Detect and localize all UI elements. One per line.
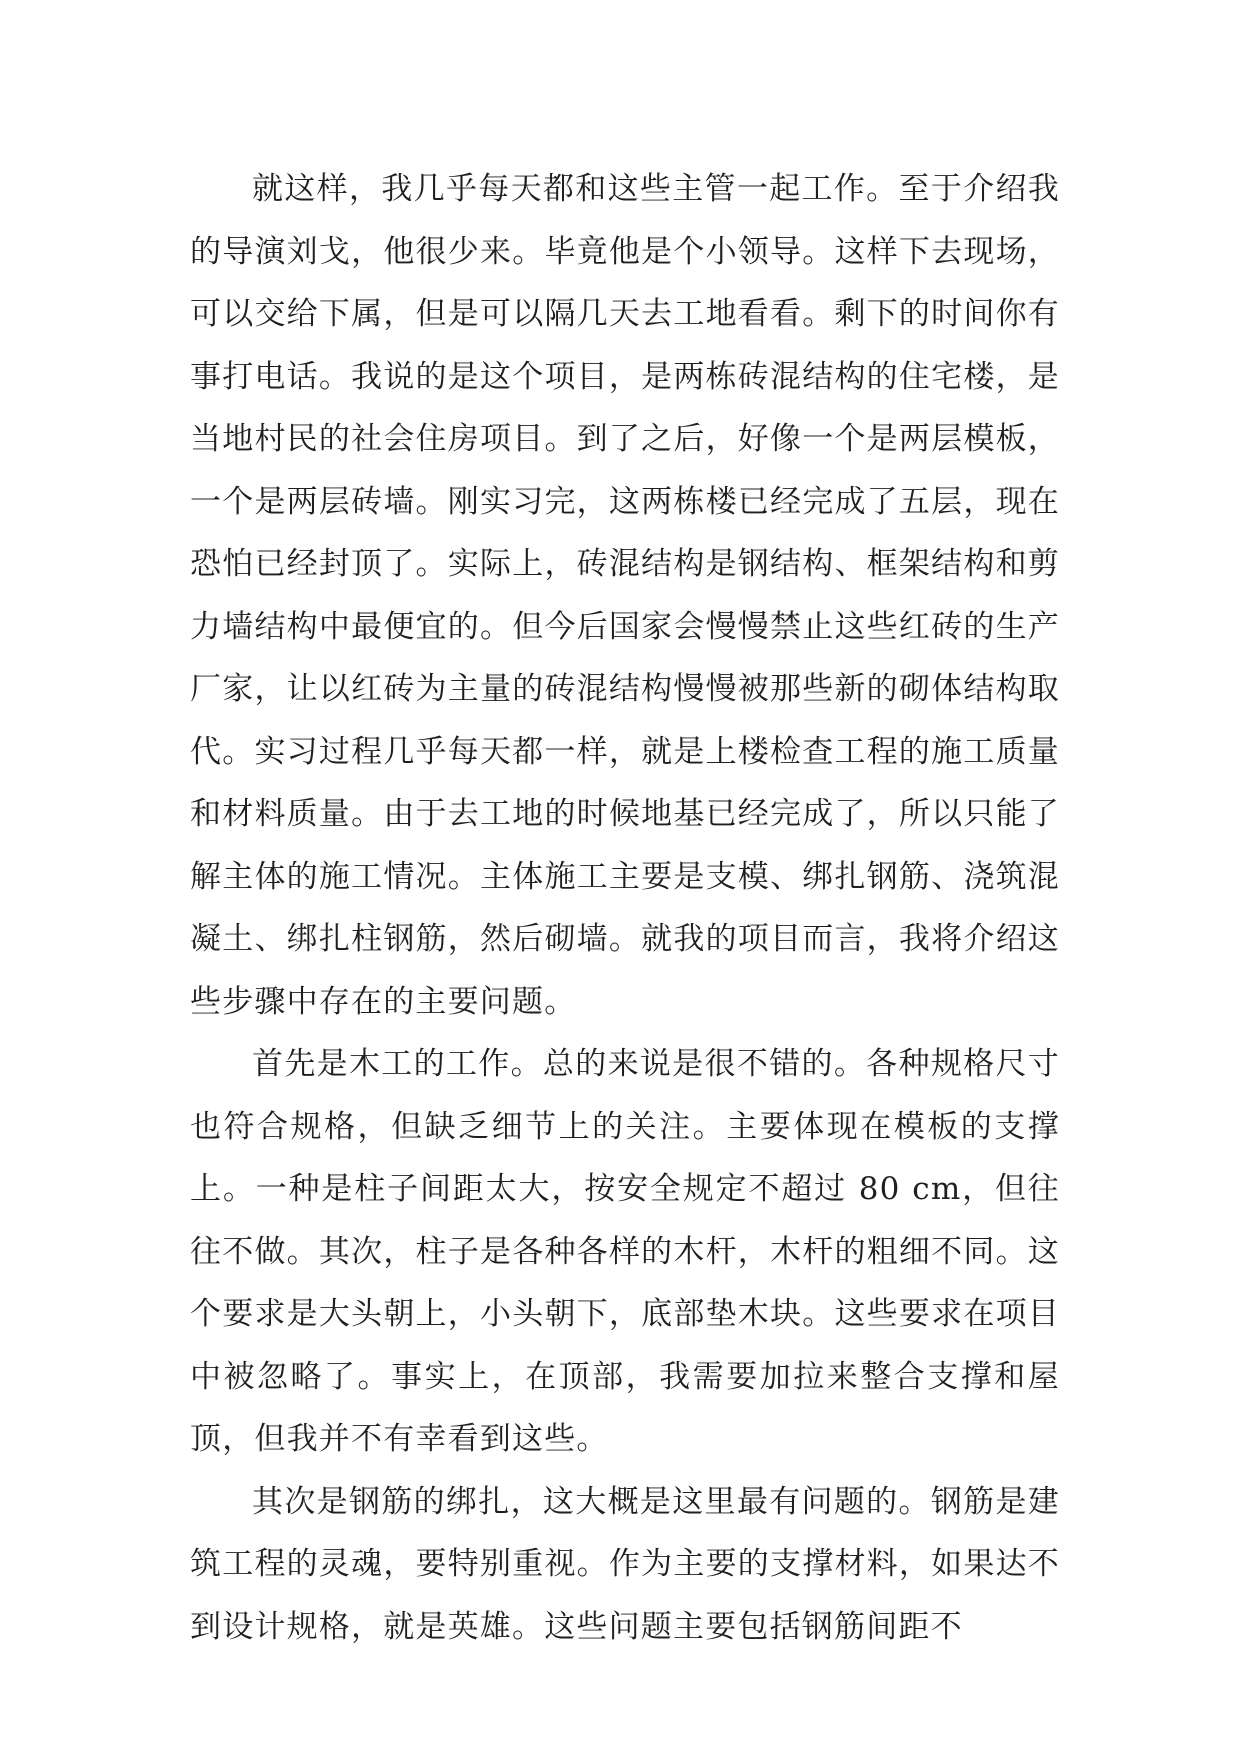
paragraph-1: 就这样，我几乎每天都和这些主管一起工作。至于介绍我的导演刘戈，他很少来。毕竟他是个小领导。这样下去现场，可以交给下属，但是可以隔几天去工地看看。剩下的时间你有事打电话。我说的是这个项目，是两栋砖混结构的住宅楼，是当地村民的社会住房项目。到了之后，好像一个是两层模板，一个是两层砖墙。刚实习完，这两栋楼已经完成了五层，现在恐怕已经封顶了。实际上，砖混结构是钢结构、框架结构和剪力墙结构中最便宜的。但今后国家会慢慢禁止这些红砖的生产厂家，让以红砖为主量的砖混结构慢慢被那些新的砌体结构取代。实习过程几乎每天都一样，就是上楼检查工程的施工质量和材料质量。由于去工地的时候地基已经完成了，所以只能了解主体的施工情况。主体施工主要是支模、绑扎钢筋、浇筑混凝土、绑扎柱钢筋，然后砌墙。就我的项目而言，我将介绍这些步骤中存在的主要问题。	[190, 171, 1060, 1020]
paragraph-3: 其次是钢筋的绑扎，这大概是这里最有问题的。钢筋是建筑工程的灵魂，要特别重视。作为主要的支撑材料，如果达不到设计规格，就是英雄。这些问题主要包括钢筋间距不	[190, 1483, 1060, 1645]
body-text	[190, 158, 1060, 1658]
paragraph-2: 首先是木工的工作。总的来说是很不错的。各种规格尺寸也符合规格，但缺乏细节上的关注。主要体现在模板的支撑上。一种是柱子间距太大，按安全规定不超过 80 cm，但往往不做。其次，柱子是各种各样的木杆，木杆的粗细不同。这个要求是大头朝上，小头朝下，底部垫木块。这些要求在项目中被忽略了。事实上，在顶部，我需要加拉来整合支撑和屋顶，但我并不有幸看到这些。	[190, 1046, 1060, 1457]
